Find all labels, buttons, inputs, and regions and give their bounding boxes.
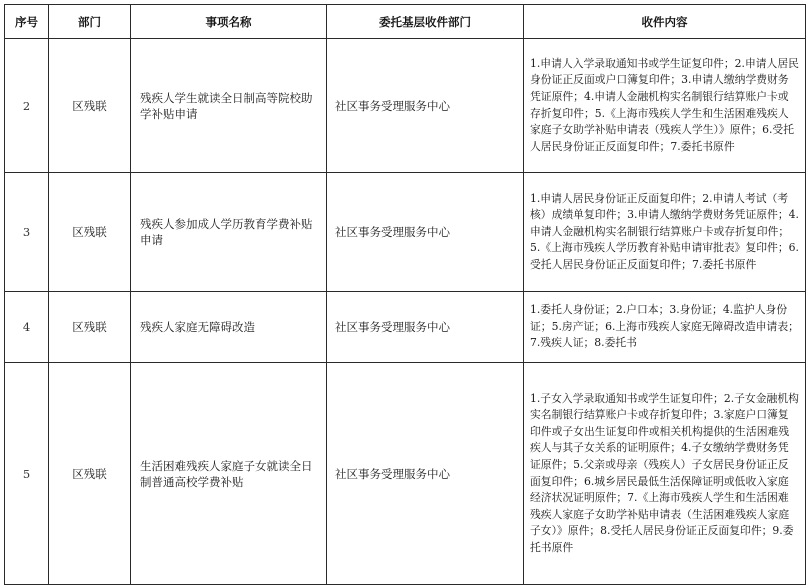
row-entrusted-dept: 社区事务受理服务中心 <box>327 292 524 363</box>
header-content: 收件内容 <box>524 5 806 39</box>
row-dept: 区残联 <box>49 363 131 585</box>
row-no: 2 <box>5 39 49 173</box>
row-item-name: 残疾人学生就读全日制高等院校助学补贴申请 <box>131 39 327 173</box>
row-dept: 区残联 <box>49 39 131 173</box>
table-row <box>5 173 806 292</box>
header-item-name: 事项名称 <box>131 5 327 39</box>
row-content: 1.申请人入学录取通知书或学生证复印件；2.申请人居民身份证正反面或户口簿复印件；3.申请人缴纳学费财务凭证原件；4.申请人金融机构实名制银行结算账户卡或存折复印件；5.《上海市残疾人学生和生活困难残疾人家庭子女助学补贴申请表（残疾人学生）》原件；6.受托人居民身份证正反面复印件；7.委托书原件 <box>524 39 806 173</box>
row-item-name: 残疾人家庭无障碍改造 <box>131 292 327 363</box>
table-row <box>5 363 806 585</box>
document-page <box>4 4 805 585</box>
table-header <box>5 5 806 39</box>
row-no: 3 <box>5 173 49 292</box>
header-row <box>5 5 806 39</box>
row-entrusted-dept: 社区事务受理服务中心 <box>327 173 524 292</box>
entrusted-items-table <box>4 4 806 585</box>
row-content: 1.委托人身份证；2.户口本；3.身份证；4.监护人身份证；5.房产证；6.上海市残疾人家庭无障碍改造申请表；7.残疾人证；8.委托书 <box>524 292 806 363</box>
table-body <box>5 39 806 585</box>
row-dept: 区残联 <box>49 292 131 363</box>
row-content: 1.申请人居民身份证正反面复印件；2.申请人考试（考核）成绩单复印件；3.申请人缴纳学费财务凭证原件；4.申请人金融机构实名制银行结算账户卡或存折复印件；5.《上海市残疾人学历教育补贴申请审批表》复印件；6.受托人居民身份证正反面复印件；7.委托书原件 <box>524 173 806 292</box>
table-row <box>5 292 806 363</box>
row-item-name: 残疾人参加成人学历教育学费补贴申请 <box>131 173 327 292</box>
row-entrusted-dept: 社区事务受理服务中心 <box>327 39 524 173</box>
row-item-name: 生活困难残疾人家庭子女就读全日制普通高校学费补贴 <box>131 363 327 585</box>
row-dept: 区残联 <box>49 173 131 292</box>
table-row <box>5 39 806 173</box>
row-content: 1.子女入学录取通知书或学生证复印件；2.子女金融机构实名制银行结算账户卡或存折复印件；3.家庭户口簿复印件或子女出生证复印件或相关机构提供的生活困难残疾人与其子女关系的证明原件；4.子女缴纳学费财务凭证原件；5.父亲或母亲（残疾人）子女居民身份证正反面复印件；6.城乡居民最低生活保障证明或低收入家庭经济状况证明原件；7.《上海市残疾人学生和生活困难残疾人家庭子女助学补贴申请表（生活困难残疾人家庭子女）》原件；8.受托人居民身份证正反面复印件；9.委托书原件 <box>524 363 806 585</box>
row-no: 4 <box>5 292 49 363</box>
row-no: 5 <box>5 363 49 585</box>
header-dept: 部门 <box>49 5 131 39</box>
header-entrusted-dept: 委托基层收件部门 <box>327 5 524 39</box>
header-no: 序号 <box>5 5 49 39</box>
row-entrusted-dept: 社区事务受理服务中心 <box>327 363 524 585</box>
